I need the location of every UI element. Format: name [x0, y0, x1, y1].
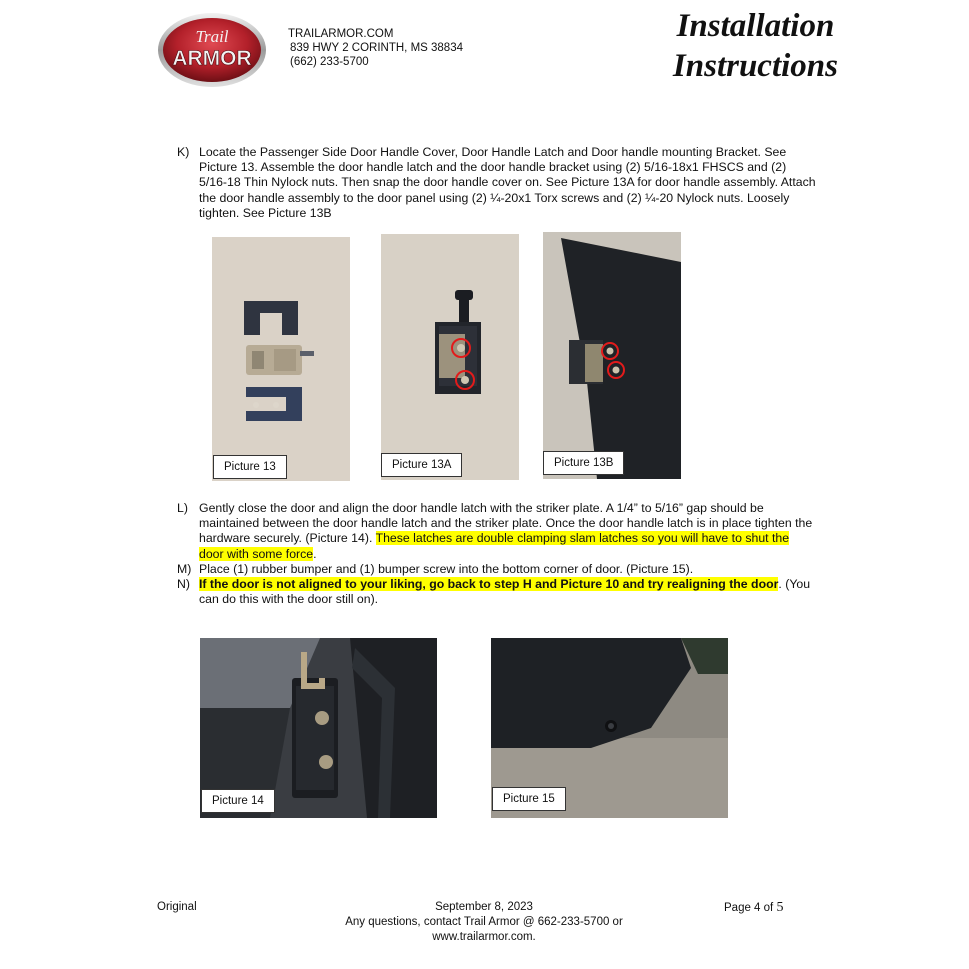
picture-13-photo	[212, 237, 350, 481]
title-line-2: Instructions	[672, 48, 838, 84]
company-website: TRAILARMOR.COM	[288, 28, 394, 40]
picture-15-caption: Picture 15	[492, 787, 566, 811]
step-n-label: N)	[177, 577, 190, 591]
picture-13a-photo	[381, 234, 519, 480]
trail-armor-logo	[157, 12, 267, 88]
picture-13-caption: Picture 13	[213, 455, 287, 479]
footer-page-prefix: Page 4 of	[724, 902, 777, 914]
footer-page-total: 5	[776, 900, 784, 915]
step-l-text-highlight: These latches are double clamping slam latches so you will have to shut the door with some force	[199, 531, 790, 561]
footer-original: Original	[157, 901, 197, 913]
step-l-label: L)	[177, 501, 188, 515]
step-k-text: Locate the Passenger Side Door Handle Cover, Door Handle Latch and Door handle mounting Bracket. See Picture 13. Assemble the door handle latch and the door handle bracket using (2) 5/16-18x1 FHSCS and (2) 5/16-18 Thin Nylock nuts. Then snap the door handle cover on. See Picture 13A for door handle assembly. Attach the door handle assembly to the door panel using (2) ¼-20x1 Torx screws and (2) ¼-20 Nylock nuts. Loosely tighten. See Picture 13B	[199, 145, 816, 220]
step-l-text	[199, 501, 817, 562]
footer-date: September 8, 2023	[435, 901, 533, 913]
picture-14-caption: Picture 14	[201, 789, 275, 813]
footer-center	[300, 900, 668, 945]
picture-13b-caption: Picture 13B	[543, 451, 624, 475]
step-m-text: Place (1) rubber bumper and (1) bumper screw into the bottom corner of door. (Picture 15).	[199, 562, 694, 576]
company-phone: (662) 233-5700	[290, 56, 369, 68]
svg-text:Trail: Trail	[195, 27, 229, 46]
company-address: 839 HWY 2 CORINTH, MS 38834	[290, 42, 463, 54]
step-k	[177, 145, 817, 221]
step-l-text-end: .	[313, 546, 317, 561]
step-l-text-plain: Gently close the door and align the door handle latch with the striker plate. A 1/4” to 5/16” gap should be maintained between the door handle latch and the striker plate. Once the door handle latch is in place tighten the hardware securely. (Picture 14).	[199, 501, 813, 546]
svg-text:ARMOR: ARMOR	[172, 47, 252, 70]
picture-13b-photo	[543, 232, 681, 479]
footer-page-number	[724, 900, 783, 916]
title-line-1: Installation	[676, 8, 835, 44]
step-k-label: K)	[177, 145, 190, 159]
document-title	[673, 6, 838, 86]
picture-13a-caption: Picture 13A	[381, 453, 462, 477]
company-info	[288, 27, 463, 69]
step-n-text-end: . (You can do this with the door still on).	[199, 577, 811, 607]
footer-contact: Any questions, contact Trail Armor @ 662-233-5700 or	[345, 916, 623, 928]
footer-website: www.trailarmor.com.	[432, 931, 536, 943]
step-l	[177, 501, 817, 562]
step-n	[177, 577, 817, 607]
step-n-text-highlight: If the door is not aligned to your liking, go back to step H and Picture 10 and try realigning the door	[199, 577, 779, 591]
step-n-text	[199, 577, 817, 607]
step-m	[177, 562, 817, 577]
step-m-label: M)	[177, 562, 192, 576]
